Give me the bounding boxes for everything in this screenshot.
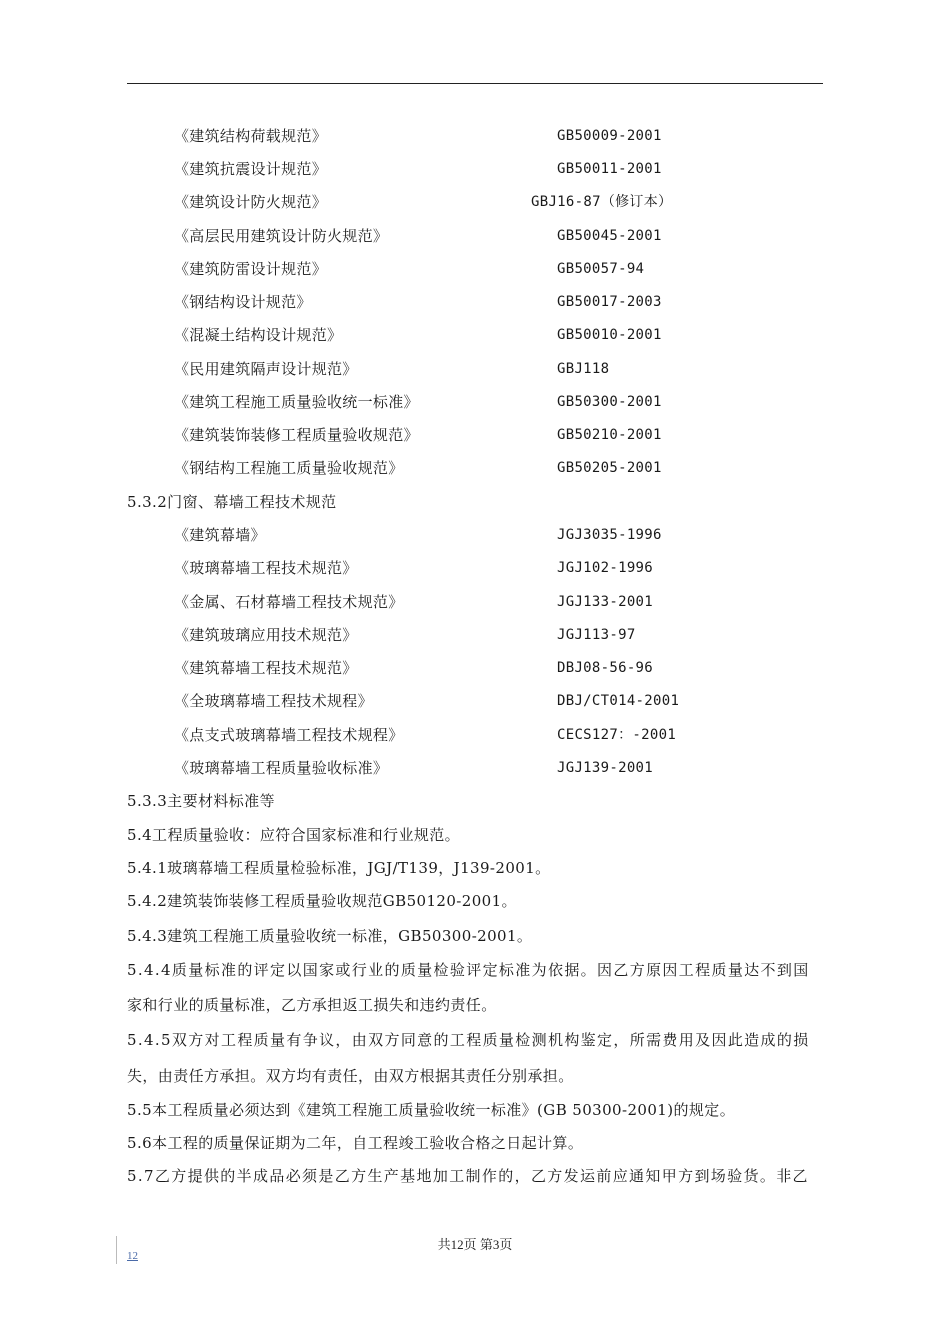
standard-name: 《建筑装饰装修工程质量验收规范》 (174, 426, 419, 444)
standard-code: JGJ102-1996 (557, 560, 654, 576)
standard-name: 《建筑防雷设计规范》 (174, 260, 328, 278)
standard-code: CECS127：-2001 (557, 727, 677, 743)
standard-code: DBJ/CT014-2001 (557, 693, 680, 709)
standard-code: GB50300-2001 (557, 394, 662, 410)
standard-code: JGJ113-97 (557, 627, 636, 643)
paragraph-5-4-1: 5.4.1玻璃幕墙工程质量检验标准，JGJ/T139，J139-2001。 (127, 859, 551, 877)
section-heading-5-3-3: 5.3.3主要材料标准等 (127, 792, 275, 810)
standard-code: GB50045-2001 (557, 228, 662, 244)
standard-name: 《高层民用建筑设计防火规范》 (174, 227, 389, 245)
standard-name: 《建筑工程施工质量验收统一标准》 (174, 393, 419, 411)
standard-name: 《玻璃幕墙工程质量验收标准》 (174, 759, 389, 777)
standard-code: GB50017-2003 (557, 294, 662, 310)
header-rule (127, 83, 823, 84)
standard-code: DBJ08-56-96 (557, 660, 654, 676)
standard-name: 《金属、石材幕墙工程技术规范》 (174, 593, 404, 611)
standard-code: JGJ133-2001 (557, 594, 654, 610)
standard-code: JGJ3035-1996 (557, 527, 662, 543)
standard-code: GB50210-2001 (557, 427, 662, 443)
standard-name: 《建筑幕墙工程技术规范》 (174, 659, 358, 677)
standard-name: 《建筑设计防火规范》 (174, 193, 328, 211)
paragraph-5-7: 5.7乙方提供的半成品必须是乙方生产基地加工制作的，乙方发运前应通知甲方到场验货。非乙 (127, 1167, 809, 1185)
standard-code: GB50009-2001 (557, 128, 662, 144)
standard-name: 《民用建筑隔声设计规范》 (174, 360, 358, 378)
standard-name: 《钢结构工程施工质量验收规范》 (174, 459, 404, 477)
paragraph-5-4-5-line2: 失，由责任方承担。双方均有责任，由双方根据其责任分别承担。 (127, 1067, 574, 1085)
standard-name: 《全玻璃幕墙工程技术规程》 (174, 692, 373, 710)
paragraph-5-4-2: 5.4.2建筑装饰装修工程质量验收规范GB50120-2001。 (127, 892, 517, 910)
paragraph-5-5: 5.5本工程质量必须达到《建筑工程施工质量验收统一标准》(GB 50300-2001)的规定。 (127, 1101, 736, 1119)
paragraph-5-4-4-line2: 家和行业的质量标准，乙方承担返工损失和违约责任。 (127, 996, 497, 1014)
standard-name: 《建筑幕墙》 (174, 526, 266, 544)
margin-page-number: 12 (127, 1250, 138, 1262)
standard-code: GB50011-2001 (557, 161, 662, 177)
standard-name: 《点支式玻璃幕墙工程技术规程》 (174, 726, 404, 744)
standard-name: 《混凝土结构设计规范》 (174, 326, 343, 344)
page-footer: 共12页 第3页 (437, 1237, 513, 1252)
paragraph-5-4-3: 5.4.3建筑工程施工质量验收统一标准，GB50300-2001。 (127, 927, 533, 945)
standard-code: GB50205-2001 (557, 460, 662, 476)
section-heading-5-3-2: 5.3.2门窗、幕墙工程技术规范 (127, 493, 337, 511)
standard-code: GBJ118 (557, 361, 610, 377)
paragraph-5-4: 5.4工程质量验收：应符合国家标准和行业规范。 (127, 826, 461, 844)
paragraph-5-4-5-line1: 5.4.5双方对工程质量有争议，由双方同意的工程质量检测机构鉴定，所需费用及因此造成的损 (127, 1031, 810, 1049)
standard-name: 《玻璃幕墙工程技术规范》 (174, 559, 358, 577)
margin-indicator-bar (116, 1236, 117, 1264)
standard-name: 《建筑抗震设计规范》 (174, 160, 328, 178)
paragraph-5-6: 5.6本工程的质量保证期为二年，自工程竣工验收合格之日起计算。 (127, 1134, 584, 1152)
standard-name: 《建筑玻璃应用技术规范》 (174, 626, 358, 644)
standard-name: 《钢结构设计规范》 (174, 293, 312, 311)
standard-code: JGJ139-2001 (557, 760, 654, 776)
standard-code: GB50057-94 (557, 261, 645, 277)
standard-code: GBJ16-87（修订本） (531, 194, 673, 210)
standard-name: 《建筑结构荷载规范》 (174, 127, 328, 145)
standard-code: GB50010-2001 (557, 327, 662, 343)
paragraph-5-4-4-line1: 5.4.4质量标准的评定以国家或行业的质量检验评定标准为依据。因乙方原因工程质量达不到国 (127, 961, 810, 979)
